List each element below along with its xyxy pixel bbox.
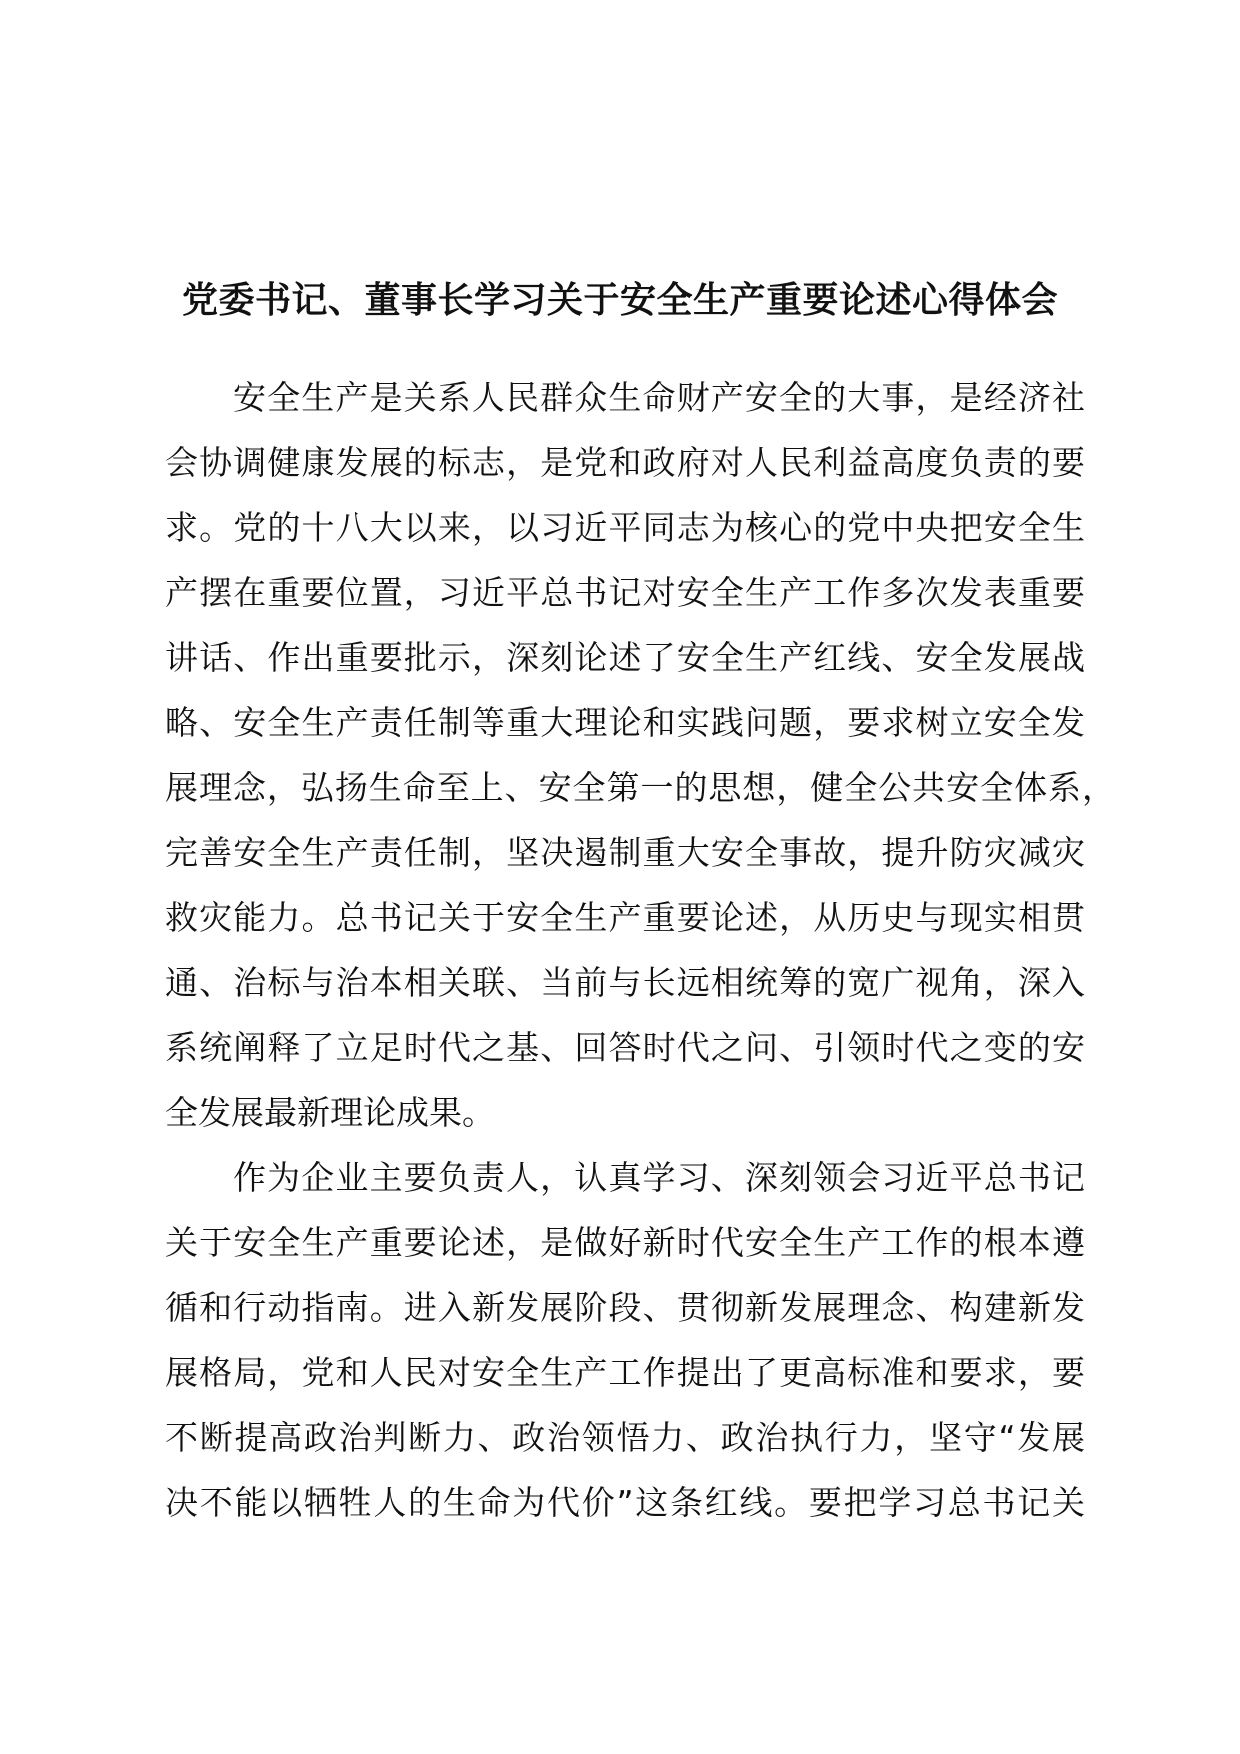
text-line: 作为企业主要负责人，认真学习、深刻领会习近平总书记: [233, 1158, 1085, 1197]
text-line: 展格局，党和人民对安全生产工作提出了更高标准和要求，要: [165, 1353, 1085, 1392]
text-line: 全发展最新理论成果。: [165, 1093, 495, 1132]
document-body: [165, 365, 1115, 1535]
text-line: 救灾能力。总书记关于安全生产重要论述，从历史与现实相贯: [165, 898, 1085, 937]
text-line: 略、安全生产责任制等重大理论和实践问题，要求树立安全发: [165, 703, 1085, 742]
paragraph-1: [165, 365, 1115, 1145]
text-line: 系统阐释了立足时代之基、回答时代之问、引领时代之变的安: [165, 1028, 1085, 1067]
text-line: 通、治标与治本相关联、当前与长远相统筹的宽广视角，深入: [165, 963, 1085, 1002]
paragraph-2: [165, 1145, 1085, 1535]
text-line: 会协调健康发展的标志，是党和政府对人民利益高度负责的要: [165, 443, 1085, 482]
text-line: 产摆在重要位置，习近平总书记对安全生产工作多次发表重要: [165, 573, 1085, 612]
text-line: 关于安全生产重要论述，是做好新时代安全生产工作的根本遵: [165, 1223, 1085, 1262]
text-line: 不断提高政治判断力、政治领悟力、政治执行力，坚守“发展: [165, 1418, 1085, 1457]
text-line: 展理念，弘扬生命至上、安全第一的思想，健全公共安全体系，: [165, 768, 1115, 807]
text-line: 讲话、作出重要批示，深刻论述了安全生产红线、安全发展战: [165, 638, 1085, 677]
text-line: 安全生产是关系人民群众生命财产安全的大事，是经济社: [233, 378, 1085, 417]
text-line: 求。党的十八大以来，以习近平同志为核心的党中央把安全生: [165, 508, 1085, 547]
text-line: 完善安全生产责任制，坚决遏制重大安全事故，提升防灾减灾: [165, 833, 1085, 872]
text-line: 循和行动指南。进入新发展阶段、贯彻新发展理念、构建新发: [165, 1288, 1085, 1327]
document-title: 党委书记、董事长学习关于安全生产重要论述心得体会: [181, 280, 1058, 321]
text-line: 决不能以牺牲人的生命为代价”这条红线。要把学习总书记关: [165, 1483, 1085, 1522]
